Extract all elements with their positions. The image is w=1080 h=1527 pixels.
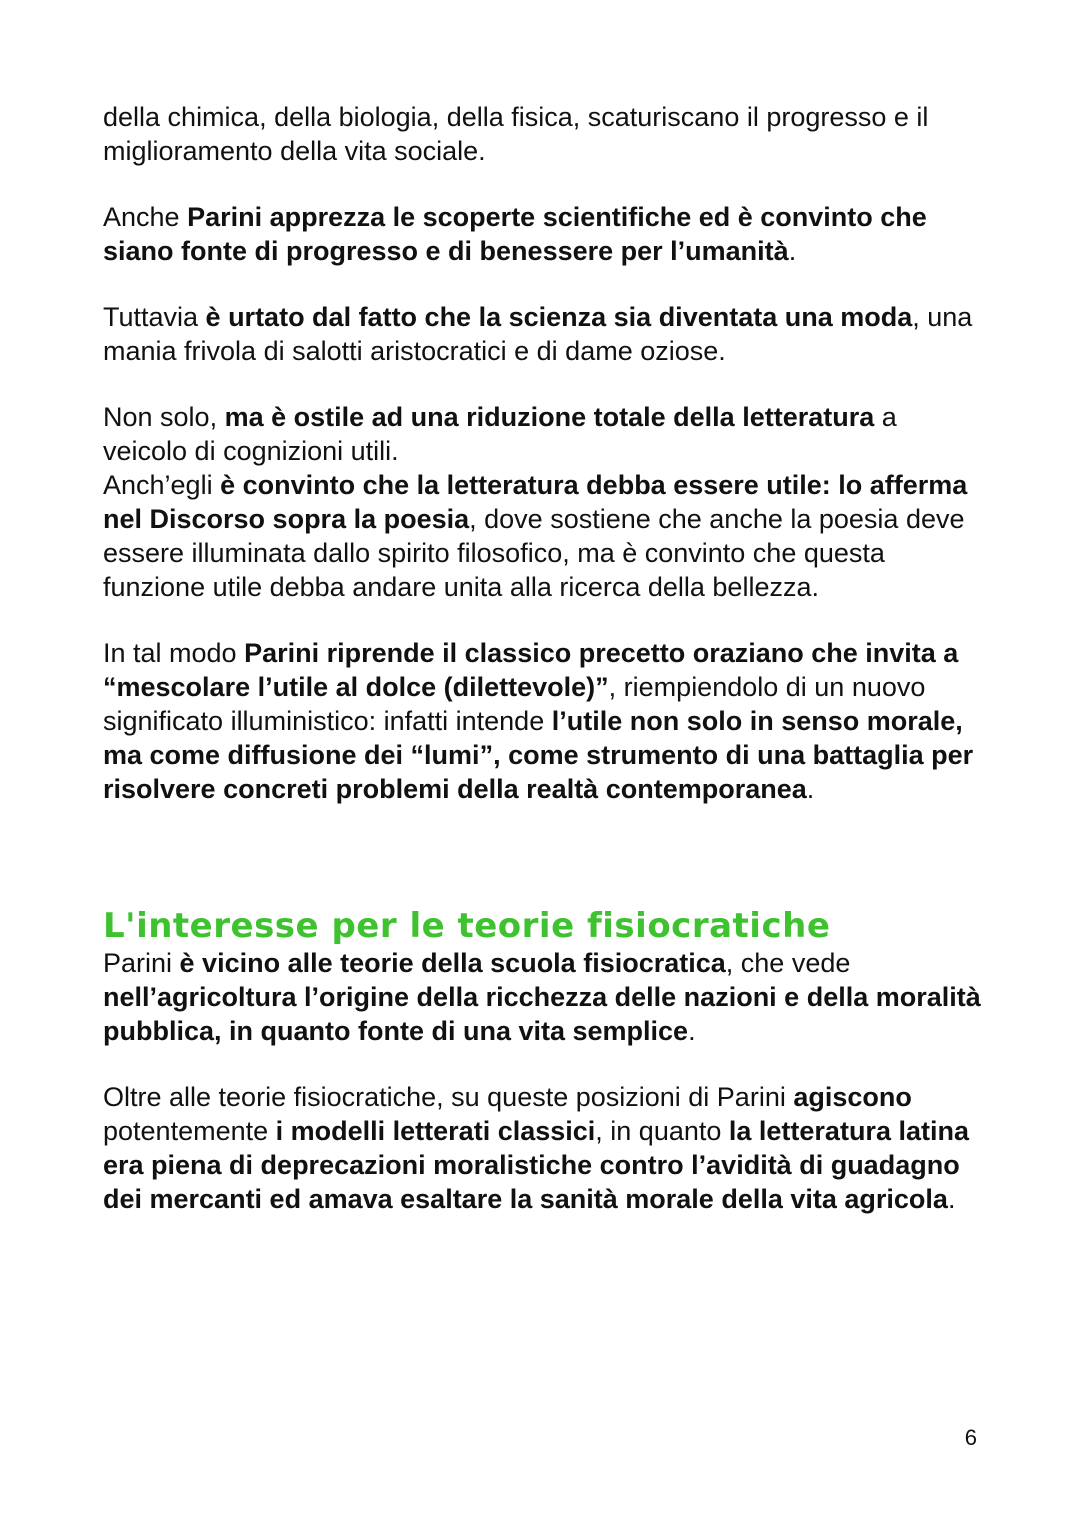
paragraph-physiocratic-school: Parini è vicino alle teorie della scuola fisiocratica, che vede nell’agricoltura l’origine della ricchezza delle nazioni e della moralità pubblica, in quanto fonte di una vita semplice. [103, 948, 981, 1046]
paragraph-parini-science: Anche Parini apprezza le scoperte scientifiche ed è convinto che siano fonte di progresso e di benessere per l’umanità. [103, 202, 927, 266]
document-body [103, 100, 983, 1216]
page-number: 6 [964, 1425, 977, 1450]
paragraph-literature-utility: Non solo, ma è ostile ad una riduzione totale della letteratura a veicolo di cognizioni utili. Anch’egli è convinto che la letteratura debba essere utile: lo afferma nel Discorso sopra la poesia, dove sostiene che anche la poesia deve essere illuminata dallo spirito filosofico, ma è convinto che questa funzione utile debba andare unita alla ricerca della bellezza. [103, 402, 968, 602]
paragraph-science-fashion: Tuttavia è urtato dal fatto che la scienza sia diventata una moda, una mania frivola di salotti aristocratici e di dame oziose. [103, 302, 973, 366]
section-heading-physiocratic: L'interesse per le teorie fisiocratiche [103, 906, 831, 946]
paragraph-classical-models: Oltre alle teorie fisiocratiche, su queste posizioni di Parini agiscono potentemente i modelli letterati classici, in quanto la letteratura latina era piena di deprecazioni moralistiche contro l’avidità di guadagno dei mercanti ed amava esaltare la sanità morale della vita agricola. [103, 1082, 969, 1214]
paragraph-scientific-progress: della chimica, della biologia, della fisica, scaturiscano il progresso e il miglioramento della vita sociale. [103, 102, 929, 166]
paragraph-horatian-precept: In tal modo Parini riprende il classico precetto oraziano che invita a “mescolare l’utile al dolce (dilettevole)”, riempiendolo di un nuovo significato illuministico: infatti intende l’utile non solo in senso morale, ma come diffusione dei “lumi”, come strumento di una battaglia per risolvere concreti problemi della realtà contemporanea. [103, 638, 974, 804]
